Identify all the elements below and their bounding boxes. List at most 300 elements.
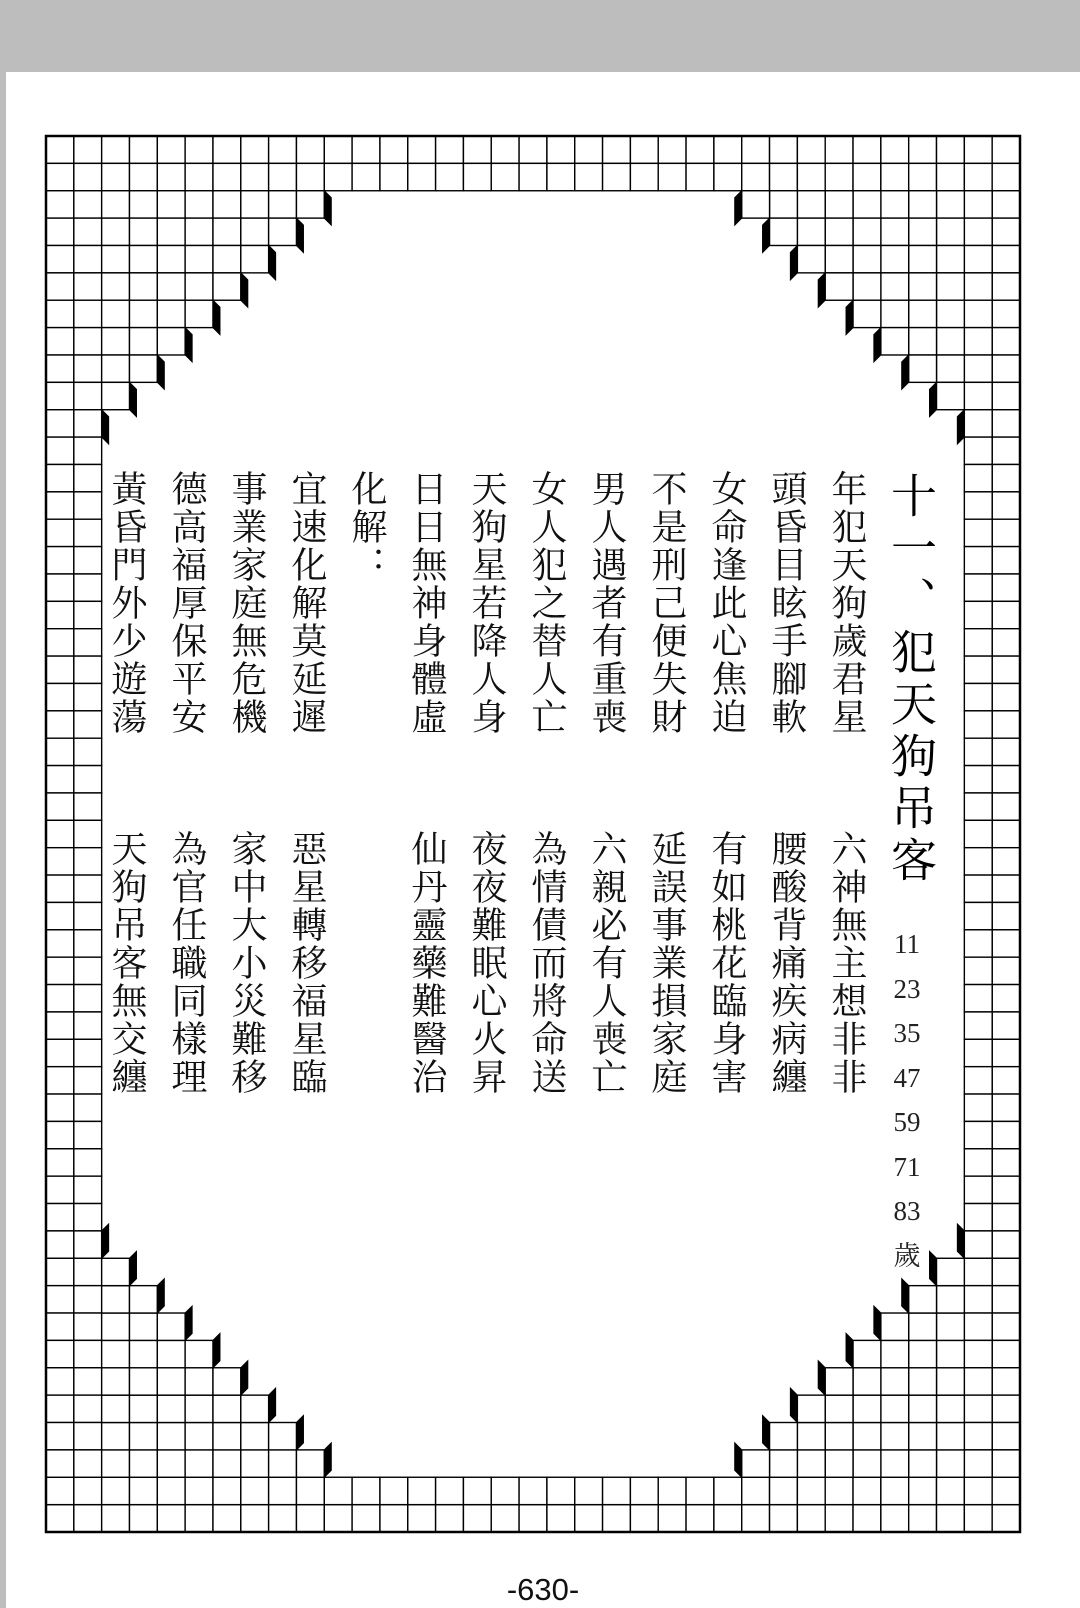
grid-cell [74, 793, 102, 820]
grid-cell [408, 136, 436, 163]
grid-cell [992, 1204, 1020, 1231]
grid-cell [46, 683, 74, 710]
grid-cell [992, 766, 1020, 793]
verse-column-lower: 延誤事業損家庭 [646, 830, 687, 1096]
grid-cell [797, 1450, 825, 1477]
grid-cell [102, 1258, 130, 1285]
grid-cell [491, 1505, 519, 1532]
grid-cell [992, 355, 1020, 382]
grid-cell [547, 136, 575, 163]
grid-cell [937, 245, 965, 272]
grid-cell [992, 1450, 1020, 1477]
grid-cell [825, 136, 853, 163]
grid-cell [296, 191, 324, 218]
grid-cell [241, 191, 269, 218]
grid-cell [658, 1505, 686, 1532]
grid-cell [992, 1067, 1020, 1094]
step-shadow [129, 382, 136, 416]
grid-cell [909, 1340, 937, 1367]
grid-cell [519, 136, 547, 163]
grid-cell [909, 355, 937, 382]
grid-cell [881, 1340, 909, 1367]
grid-cell [937, 163, 965, 190]
grid-cell [964, 930, 992, 957]
grid-cell [992, 711, 1020, 738]
grid-cell [46, 1258, 74, 1285]
grid-cell [46, 1121, 74, 1148]
grid-cell [74, 683, 102, 710]
grid-cell [380, 136, 408, 163]
age-list [880, 922, 934, 1278]
grid-cell [102, 300, 130, 327]
grid-cell [853, 1505, 881, 1532]
grid-cell [937, 191, 965, 218]
grid-cell [157, 1505, 185, 1532]
grid-cell [74, 245, 102, 272]
grid-cell [129, 1450, 157, 1477]
grid-cell [269, 218, 297, 245]
grid-cell [853, 1395, 881, 1422]
step-shadow [763, 1416, 770, 1450]
grid-cell [129, 1477, 157, 1504]
grid-cell [296, 1450, 324, 1477]
grid-cell [992, 902, 1020, 929]
grid-cell [630, 1477, 658, 1504]
grid-cell [909, 1505, 937, 1532]
grid-cell [46, 1395, 74, 1422]
grid-cell [74, 1094, 102, 1121]
grid-cell [213, 273, 241, 300]
grid-cell [964, 1067, 992, 1094]
grid-cell [129, 1286, 157, 1313]
grid-cell [964, 492, 992, 519]
step-shadow [763, 218, 770, 252]
grid-cell [881, 1395, 909, 1422]
grid-cell [157, 1423, 185, 1450]
grid-cell [770, 1477, 798, 1504]
grid-cell [770, 1450, 798, 1477]
grid-cell [46, 382, 74, 409]
step-shadow [102, 1224, 109, 1258]
grid-cell [185, 1477, 213, 1504]
grid-cell [964, 766, 992, 793]
grid-cell [296, 1505, 324, 1532]
grid-cell [797, 1395, 825, 1422]
grid-cell [992, 410, 1020, 437]
grid-cell [185, 1505, 213, 1532]
grid-cell [74, 656, 102, 683]
grid-cell [937, 1450, 965, 1477]
grid-cell [658, 1477, 686, 1504]
grid-cell [102, 1286, 130, 1313]
step-shadow [241, 273, 248, 307]
grid-cell [491, 1477, 519, 1504]
grid-cell [992, 957, 1020, 984]
grid-cell [992, 1368, 1020, 1395]
grid-cell [992, 245, 1020, 272]
grid-cell [881, 273, 909, 300]
grid-cell [964, 1450, 992, 1477]
grid-cell [157, 218, 185, 245]
grid-cell [352, 136, 380, 163]
grid-cell [937, 218, 965, 245]
grid-cell [74, 382, 102, 409]
grid-cell [463, 1477, 491, 1504]
document-page [6, 72, 1080, 1608]
grid-cell [992, 1012, 1020, 1039]
grid-cell [853, 1340, 881, 1367]
grid-cell [964, 1094, 992, 1121]
grid-cell [992, 492, 1020, 519]
grid-cell [352, 1477, 380, 1504]
grid-cell [825, 1368, 853, 1395]
grid-cell [909, 1450, 937, 1477]
grid-cell [213, 1395, 241, 1422]
step-shadow [102, 410, 109, 444]
grid-cell [964, 547, 992, 574]
grid-cell [213, 1450, 241, 1477]
grid-cell [909, 1368, 937, 1395]
step-shadow [957, 1224, 964, 1258]
grid-cell [74, 1477, 102, 1504]
grid-cell [742, 1477, 770, 1504]
grid-cell [74, 1067, 102, 1094]
grid-cell [881, 1505, 909, 1532]
grid-cell [74, 1258, 102, 1285]
grid-cell [575, 163, 603, 190]
grid-cell [964, 793, 992, 820]
grid-cell [909, 218, 937, 245]
step-shadow [930, 382, 937, 416]
grid-cell [46, 328, 74, 355]
grid-cell [909, 245, 937, 272]
grid-cell [129, 300, 157, 327]
grid-cell [825, 1450, 853, 1477]
grid-cell [46, 191, 74, 218]
grid-cell [797, 163, 825, 190]
grid-cell [992, 1149, 1020, 1176]
grid-cell [102, 355, 130, 382]
grid-cell [964, 848, 992, 875]
grid-cell [992, 985, 1020, 1012]
grid-cell [185, 1450, 213, 1477]
grid-cell [686, 136, 714, 163]
grid-cell [937, 328, 965, 355]
grid-cell [853, 191, 881, 218]
section-title: 十一、犯天狗吊客 [884, 472, 938, 888]
grid-cell [964, 1231, 992, 1258]
grid-cell [575, 136, 603, 163]
grid-cell [853, 1450, 881, 1477]
grid-cell [102, 1505, 130, 1532]
grid-cell [269, 136, 297, 163]
grid-cell [129, 191, 157, 218]
grid-cell [937, 1258, 965, 1285]
age-value: 47 [893, 1062, 921, 1093]
grid-cell [630, 1505, 658, 1532]
verse-column-upper: 男人遇者有重喪 [586, 470, 627, 736]
step-shadow [735, 191, 742, 225]
grid-cell [380, 163, 408, 190]
grid-cell [964, 711, 992, 738]
grid-cell [129, 218, 157, 245]
grid-cell [46, 820, 74, 847]
grid-cell [630, 136, 658, 163]
verse-column-upper: 不是刑己便失財 [646, 470, 687, 736]
grid-cell [992, 1477, 1020, 1504]
grid-cell [46, 1204, 74, 1231]
grid-cell [241, 218, 269, 245]
grid-cell [937, 1477, 965, 1504]
grid-cell [853, 273, 881, 300]
grid-cell [129, 136, 157, 163]
step-shadow [902, 355, 909, 389]
step-shadow [957, 410, 964, 444]
grid-cell [102, 1395, 130, 1422]
grid-cell [74, 437, 102, 464]
grid-cell [74, 1505, 102, 1532]
grid-cell [964, 1121, 992, 1148]
grid-cell [519, 1477, 547, 1504]
grid-cell [269, 1505, 297, 1532]
grid-cell [102, 1423, 130, 1450]
grid-cell [964, 136, 992, 163]
grid-cell [74, 163, 102, 190]
grid-cell [269, 1423, 297, 1450]
grid-cell [992, 574, 1020, 601]
grid-cell [937, 355, 965, 382]
grid-cell [157, 136, 185, 163]
grid-cell [853, 1423, 881, 1450]
step-shadow [846, 300, 853, 334]
grid-cell [881, 245, 909, 272]
grid-cell [46, 875, 74, 902]
grid-cell [74, 1368, 102, 1395]
grid-cell [269, 1450, 297, 1477]
grid-cell [241, 1450, 269, 1477]
grid-cell [964, 437, 992, 464]
grid-cell [46, 766, 74, 793]
grid-cell [992, 930, 1020, 957]
grid-cell [74, 985, 102, 1012]
grid-cell [102, 1340, 130, 1367]
grid-cell [46, 574, 74, 601]
grid-cell [964, 519, 992, 546]
grid-cell [909, 1423, 937, 1450]
grid-cell [296, 136, 324, 163]
grid-cell [157, 1340, 185, 1367]
grid-cell [964, 985, 992, 1012]
verse-column-upper: 日日無神身體虛 [406, 470, 447, 736]
grid-cell [992, 629, 1020, 656]
grid-cell [992, 1258, 1020, 1285]
grid-cell [992, 656, 1020, 683]
grid-cell [992, 1121, 1020, 1148]
grid-cell [658, 163, 686, 190]
grid-cell [129, 245, 157, 272]
grid-cell [992, 1039, 1020, 1066]
grid-cell [964, 1286, 992, 1313]
grid-cell [992, 519, 1020, 546]
grid-cell [185, 273, 213, 300]
grid-cell [157, 191, 185, 218]
grid-cell [909, 163, 937, 190]
grid-cell [825, 1477, 853, 1504]
grid-cell [102, 191, 130, 218]
grid-cell [992, 328, 1020, 355]
grid-cell [46, 1012, 74, 1039]
age-value: 59 [893, 1107, 921, 1137]
grid-cell [797, 1423, 825, 1450]
grid-cell [46, 1286, 74, 1313]
grid-cell [74, 218, 102, 245]
grid-cell [157, 300, 185, 327]
grid-cell [241, 163, 269, 190]
verse-column-upper: 宜速化解莫延遲 [286, 470, 327, 736]
grid-cell [964, 273, 992, 300]
grid-cell [46, 601, 74, 628]
grid-cell [74, 355, 102, 382]
grid-cell [992, 793, 1020, 820]
grid-cell [853, 1368, 881, 1395]
grid-cell [909, 328, 937, 355]
grid-cell [157, 1368, 185, 1395]
step-shadow [874, 328, 881, 362]
grid-cell [241, 1423, 269, 1450]
grid-cell [46, 1368, 74, 1395]
grid-cell [46, 1231, 74, 1258]
grid-cell [463, 136, 491, 163]
grid-cell [992, 1231, 1020, 1258]
grid-cell [74, 1121, 102, 1148]
grid-cell [74, 711, 102, 738]
grid-cell [964, 218, 992, 245]
grid-cell [46, 1450, 74, 1477]
grid-cell [797, 1505, 825, 1532]
grid-cell [102, 1368, 130, 1395]
grid-cell [46, 902, 74, 929]
grid-cell [992, 136, 1020, 163]
grid-cell [964, 1505, 992, 1532]
grid-cell [909, 273, 937, 300]
grid-cell [157, 163, 185, 190]
grid-cell [853, 136, 881, 163]
grid-cell [909, 1395, 937, 1422]
grid-cell [992, 848, 1020, 875]
step-shadow [818, 273, 825, 307]
verse-column-upper: 德高福厚保平安 [166, 470, 207, 736]
verse-column-lower: 仙丹靈藥難醫治 [406, 830, 447, 1096]
grid-cell [46, 793, 74, 820]
grid-cell [770, 1423, 798, 1450]
grid-cell [74, 273, 102, 300]
step-shadow [185, 1306, 192, 1340]
grid-cell [937, 1368, 965, 1395]
verse-column-upper: 女命逢此心焦迫 [706, 470, 747, 736]
grid-cell [46, 1313, 74, 1340]
grid-cell [352, 163, 380, 190]
grid-cell [74, 1450, 102, 1477]
step-shadow [902, 1279, 909, 1313]
grid-cell [964, 1149, 992, 1176]
grid-cell [463, 163, 491, 190]
step-shadow [269, 1388, 276, 1422]
grid-cell [630, 163, 658, 190]
grid-cell [436, 136, 464, 163]
grid-cell [964, 328, 992, 355]
grid-cell [686, 1505, 714, 1532]
grid-cell [129, 1313, 157, 1340]
grid-cell [324, 163, 352, 190]
grid-cell [964, 300, 992, 327]
grid-cell [992, 1286, 1020, 1313]
grid-cell [129, 1505, 157, 1532]
grid-cell [185, 136, 213, 163]
grid-cell [46, 957, 74, 984]
grid-cell [185, 163, 213, 190]
grid-cell [547, 1505, 575, 1532]
grid-cell [46, 1094, 74, 1121]
grid-cell [992, 163, 1020, 190]
grid-cell [74, 848, 102, 875]
grid-cell [74, 1313, 102, 1340]
grid-cell [185, 245, 213, 272]
grid-cell [463, 1505, 491, 1532]
grid-cell [102, 163, 130, 190]
grid-cell [825, 1395, 853, 1422]
grid-cell [46, 245, 74, 272]
grid-cell [992, 464, 1020, 491]
step-shadow [129, 1251, 136, 1285]
step-shadow [790, 1388, 797, 1422]
grid-cell [102, 328, 130, 355]
grid-cell [770, 218, 798, 245]
step-shadow [185, 328, 192, 362]
grid-cell [46, 464, 74, 491]
grid-cell [964, 245, 992, 272]
grid-cell [742, 163, 770, 190]
grid-cell [213, 163, 241, 190]
grid-cell [742, 1450, 770, 1477]
grid-cell [102, 245, 130, 272]
age-value: 35 [893, 1018, 921, 1048]
grid-cell [74, 574, 102, 601]
grid-cell [74, 875, 102, 902]
grid-cell [46, 1039, 74, 1066]
grid-cell [157, 273, 185, 300]
grid-cell [853, 300, 881, 327]
grid-cell [742, 191, 770, 218]
grid-cell [491, 136, 519, 163]
grid-cell [964, 601, 992, 628]
age-value: 11 [894, 929, 920, 959]
grid-cell [74, 1340, 102, 1367]
grid-cell [436, 1477, 464, 1504]
grid-cell [157, 245, 185, 272]
grid-cell [213, 218, 241, 245]
grid-cell [825, 218, 853, 245]
grid-cell [742, 136, 770, 163]
grid-cell [992, 738, 1020, 765]
grid-cell [964, 656, 992, 683]
step-shadow [874, 1306, 881, 1340]
grid-cell [964, 820, 992, 847]
grid-cell [213, 1477, 241, 1504]
verse-column-lower: 天狗吊客無交纏 [106, 830, 147, 1096]
grid-cell [603, 1477, 631, 1504]
age-value: 71 [893, 1151, 921, 1182]
grid-cell [686, 1477, 714, 1504]
